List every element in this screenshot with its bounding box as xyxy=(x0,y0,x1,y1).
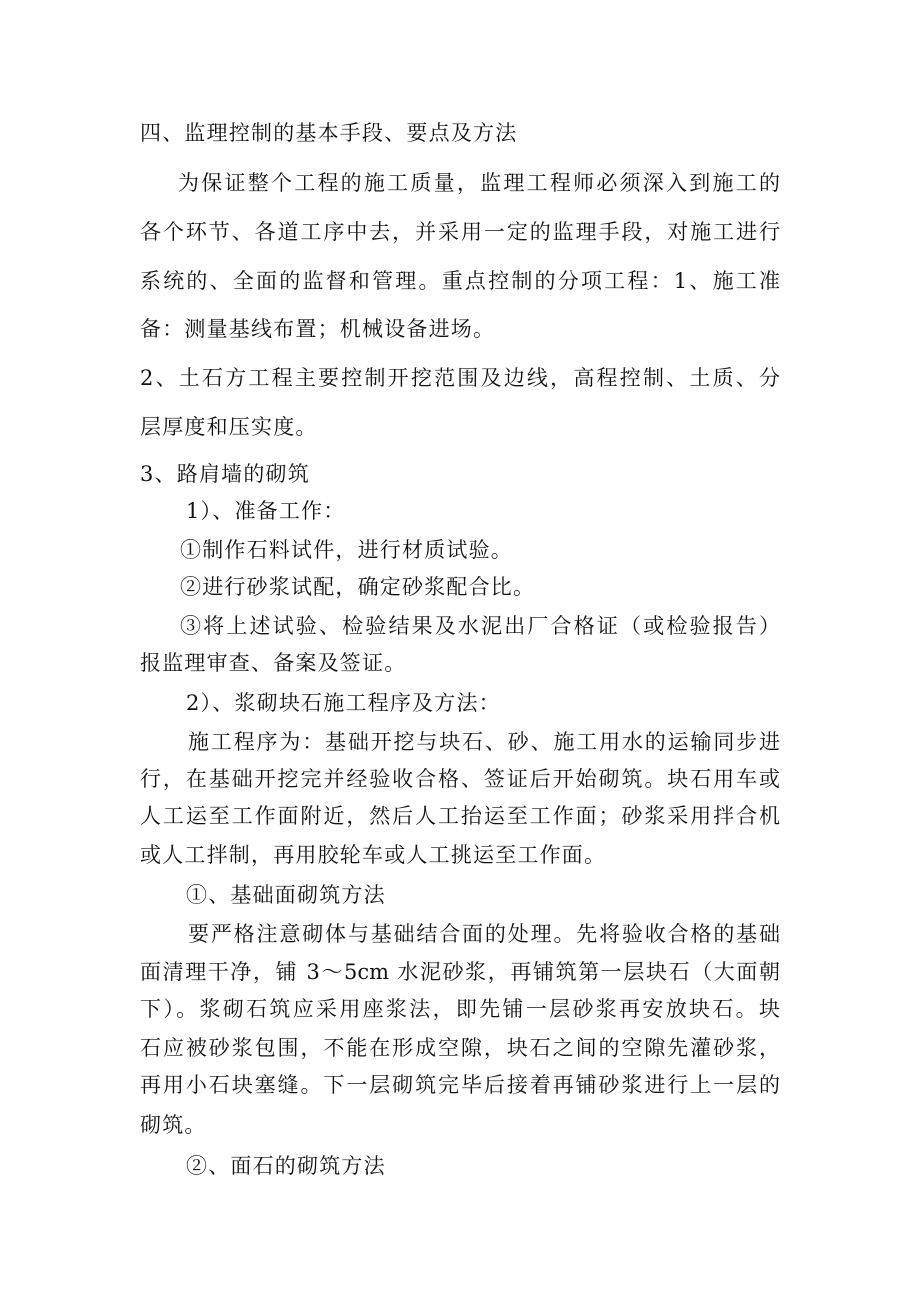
prep-item: 报监理审查、备案及签证。 xyxy=(140,651,407,675)
foundation-line: 要严格注意砌体与基础结合面的处理。先将验收合格的基础 xyxy=(188,922,780,946)
foundation-line: 砌筑。 xyxy=(140,1113,207,1137)
procedure-line: 或人工拌制，再用胶轮车或人工挑运至工作面。 xyxy=(140,843,607,867)
procedure-line: 行，在基础开挖完并经验收合格、签证后开始砌筑。块石用车或 xyxy=(140,767,780,791)
facing-heading: ②、面石的砌筑方法 xyxy=(186,1154,386,1178)
prep-item: ①制作石料试件，进行材质试验。 xyxy=(180,538,513,562)
intro-line: 为保证整个工程的施工质量，监理工程师必须深入到施工的 xyxy=(178,171,780,195)
procedure-line: 施工程序为：基础开挖与块石、砂、施工用水的运输同步进 xyxy=(188,730,780,754)
item3-heading: 3、路肩墙的砌筑 xyxy=(140,462,310,486)
masonry-heading: 2）、浆砌块石施工程序及方法： xyxy=(186,691,501,715)
item2-line: 2、土石方工程主要控制开挖范围及边线，高程控制、土质、分 xyxy=(140,366,780,390)
item2-line: 层厚度和压实度。 xyxy=(140,415,318,439)
foundation-line: 再用小石块塞缝。下一层砌筑完毕后接着再铺砂浆进行上一层的 xyxy=(140,1073,780,1097)
prep-heading: 1）、准备工作： xyxy=(186,499,346,523)
intro-line: 各个环节、各道工序中去，并采用一定的监理手段，对施工进行 xyxy=(140,220,780,244)
procedure-line: 人工运至工作面附近，然后人工抬运至工作面；砂浆采用拌合机 xyxy=(140,804,780,828)
foundation-line: 下）。浆砌石筑应采用座浆法，即先铺一层砂浆再安放块石。块 xyxy=(140,997,780,1021)
prep-item: ③将上述试验、检验结果及水泥出厂合格证（或检验报告） xyxy=(180,614,780,638)
foundation-line: 面清理干净，铺 3～5cm 水泥砂浆，再铺筑第一层块石（大面朝 xyxy=(140,960,780,984)
intro-line: 备：测量基线布置；机械设备进场。 xyxy=(140,317,496,341)
prep-item: ②进行砂浆试配，确定砂浆配合比。 xyxy=(180,575,536,599)
section-heading: 四、监理控制的基本手段、要点及方法 xyxy=(140,121,518,145)
foundation-heading: ①、基础面砌筑方法 xyxy=(186,883,386,907)
intro-line: 系统的、全面的监督和管理。重点控制的分项工程：1、施工准 xyxy=(140,269,780,293)
foundation-line: 石应被砂浆包围，不能在形成空隙，块石之间的空隙先灌砂浆， xyxy=(140,1036,780,1060)
